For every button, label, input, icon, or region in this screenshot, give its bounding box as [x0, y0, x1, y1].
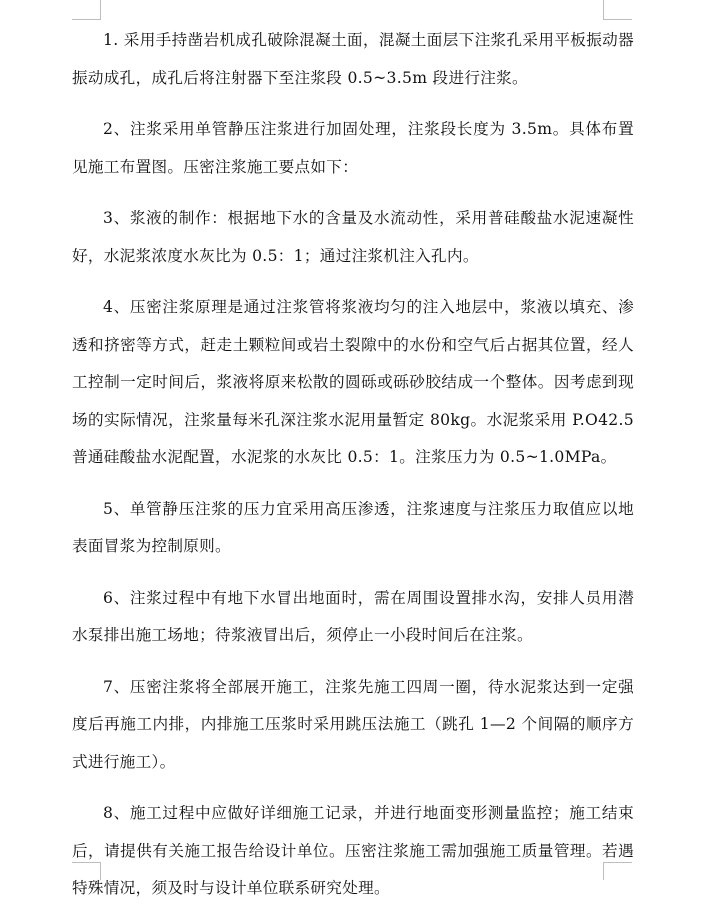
document-body[interactable]: [72, 22, 634, 922]
paragraph-3: 3、浆液的制作：根据地下水的含量及水流动性，采用普硅酸盐水泥速凝性好，水泥浆浓度水灰比为 0.5：1；通过注浆机注入孔内。: [72, 209, 634, 265]
crop-mark-top-left: [72, 0, 101, 20]
paragraph-7: 7、压密注浆将全部展开施工，注浆先施工四周一圈，待水泥浆达到一定强度后再施工内排，内排施工压浆时采用跳压法施工（跳孔 1—2 个间隔的顺序方式进行施工）。: [72, 677, 634, 771]
paragraph-2: 2、注浆采用单管静压注浆进行加固处理，注浆段长度为 3.5m。具体布置见施工布置图。压密注浆施工要点如下：: [72, 120, 634, 176]
paragraph-4: 4、压密注浆原理是通过注浆管将浆液均匀的注入地层中，浆液以填充、渗透和挤密等方式，赶走土颗粒间或岩土裂隙中的水份和空气后占据其位置，经人工控制一定时间后，浆液将原来松散的圆砾或砾砂胶结成一个整体。因考虑到现场的实际情况，注浆量每米孔深注浆水泥用量暂定 80kg。水泥浆采用 P.O42.5 普通硅酸盐水泥配置，水泥浆的水灰比 0.5：1。注浆压力为 0.5~1.0MPa。: [72, 298, 634, 466]
paragraph-1: 1. 采用手持凿岩机成孔破除混凝土面，混凝土面层下注浆孔采用平板振动器振动成孔，成孔后将注射器下至注浆段 0.5~3.5m 段进行注浆。: [72, 31, 634, 87]
crop-mark-top-right: [603, 0, 632, 20]
paragraph-5: 5、单管静压注浆的压力宜采用高压渗透，注浆速度与注浆压力取值应以地表面冒浆为控制原则。: [72, 499, 634, 555]
paragraph-8: 8、施工过程中应做好详细施工记录，并进行地面变形测量监控；施工结束后，请提供有关施工报告给设计单位。压密注浆施工需加强施工质量管理。若遇特殊情况，须及时与设计单位联系研究处理。: [72, 804, 634, 897]
paragraph-6: 6、注浆过程中有地下水冒出地面时，需在周围设置排水沟，安排人员用潜水泵排出施工场地；待浆液冒出后，须停止一小段时间后在注浆。: [72, 588, 634, 644]
